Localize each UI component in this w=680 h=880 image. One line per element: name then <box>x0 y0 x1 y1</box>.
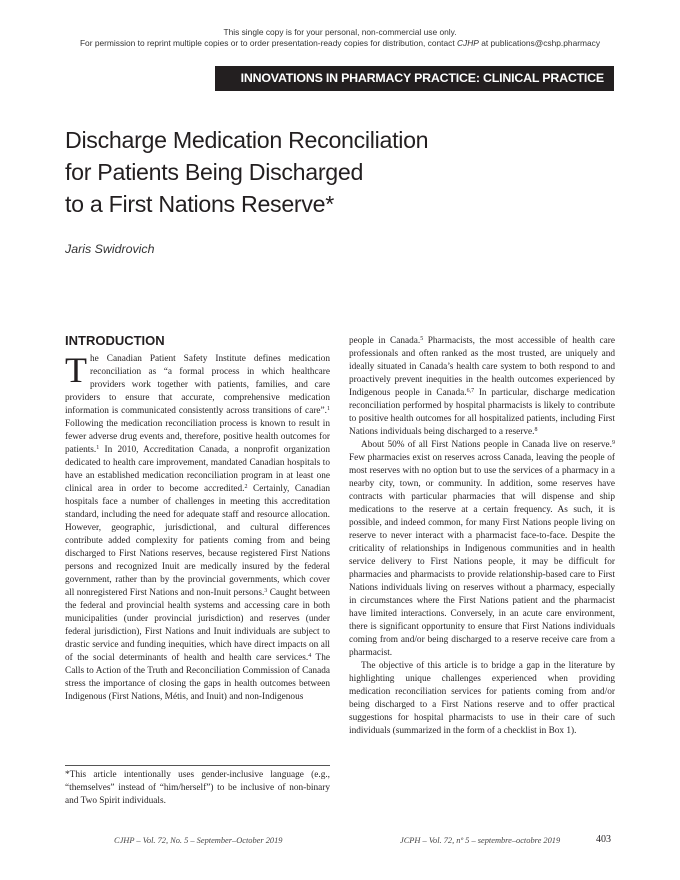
text-run: In 2010, Accreditation Canada, a nonprofit organization dedicated to health care improvement, mandated Canadian hospitals to have an established medication reconciliation program in at least one clinical area in order to become accredited. <box>65 445 330 494</box>
notice-contact: at publications@cshp.pharmacy <box>478 38 601 48</box>
title-line: Discharge Medication Reconciliation <box>65 127 429 153</box>
footnote-divider <box>65 765 330 766</box>
citation: 5 <box>420 336 424 342</box>
text-run: About 50% of all First Nations people in Canada live on reserve. <box>361 440 612 450</box>
footer-english-citation: CJHP – Vol. 72, No. 5 – September–October 2019 <box>114 836 283 845</box>
citation: 1 <box>327 406 330 412</box>
text-run: Pharmacists, the most accessible of health care professionals and often ranked as the most trusted, are uniquely and ideally situated in Canada’s health care system to both respond to and proactively prevent inequities in the health outcomes experienced by Indigenous people in Canada. <box>349 336 615 398</box>
citation: 8 <box>534 427 538 433</box>
body-column-left <box>65 350 330 704</box>
text-run: Few pharmacies exist on reserves across Canada, leaving the people of most reserves with no option but to use the services of a pharmacy in a nearby city, town, or community. In addition, some reserves have contracts with particular pharmacies that will dispense and ship medications to the reserve at a certain frequency. As such, it is possible, and indeed common, for many First Nations people living on reserve to never interact with a pharmacist face-to-face. Despite the criticality of relationships in Indigenous communities and in health service delivery to First Nations people, it may be difficult for pharmacies and pharmacists to provide relationship-based care to First Nations individuals living on reserves without a pharmacy, especially in circumstances where the First Nations patient and the pharmacist have limited interactions. Conversely, in an acute care environment, there is significant opportunity to ensure that First Nations individuals coming from and/or being discharged to a reserve receive care from a pharmacist. <box>349 453 615 658</box>
body-column-right <box>349 335 615 738</box>
reprint-notice-line-1: This single copy is for your personal, non-commercial use only. <box>223 27 457 37</box>
citation: 3 <box>264 588 268 594</box>
reprint-notice-line-2 <box>0 38 680 49</box>
text-run: Certainly, Canadian hospitals face a number of challenges in meeting this accreditation standard, including the need for adequate staff and resource allocation. However, geographic, jurisdictional, and cultural differences contribute added complexity for patients coming from and being discharged to First Nations reserves, because registered First Nations persons and recognized Inuit are medically insured by the federal government, rather than by the provincial governments, which cover all nonregistered First Nations and non-Inuit persons. <box>65 484 330 598</box>
citation: 4 <box>308 653 312 659</box>
text-run: he Canadian Patient Safety Institute defines medication reconciliation as “a formal process in which healthcare providers work together with patients, families, and care providers to ensure that accurate, comprehensive medication information is communicated consistently across transitions of care”. <box>65 354 330 416</box>
notice-journal: CJHP <box>457 38 479 48</box>
citation: 2 <box>244 484 248 490</box>
footnote: *This article intentionally uses gender-inclusive language (e.g., “themselves” instead of “him/herself”) to be inclusive of non-binary and Two Spirit individuals. <box>65 770 330 806</box>
notice-text: For permission to reprint multiple copies or to order presentation-ready copies for distribution, contact <box>79 38 457 48</box>
paragraph <box>349 439 615 660</box>
paragraph: The objective of this article is to bridge a gap in the literature by highlighting unique challenges experienced when providing medication reconciliation services for patients coming from and/or being discharged to a First Nations reserve and to offer practical suggestions for hospital pharmacists to use in their care of such individuals (summarized in the form of a checklist in Box 1). <box>349 661 615 736</box>
text-run: Following the medication reconciliation process is known to result in fewer adverse drug events and, therefore, positive health outcomes for patients. <box>65 419 330 455</box>
drop-cap: T <box>65 350 87 390</box>
citation: 6,7 <box>466 388 475 394</box>
paragraph <box>349 335 615 439</box>
author-name: Jaris Swidrovich <box>65 242 155 256</box>
title-line: for Patients Being Discharged <box>65 159 364 185</box>
text-run: Caught between the federal and provincial health systems and accessing care in both municipalities (under provincial jurisdiction) and reserves (under federal jurisdiction), First Nations and Inuit individuals are subject to drastic service and funding inequities, which have direct impacts on all of the social determinants of health and health care services. <box>65 588 330 663</box>
section-heading: INTRODUCTION <box>65 333 165 348</box>
article-title <box>65 124 585 220</box>
footer-french-citation: JCPH – Vol. 72, nº 5 – septembre–octobre 2019 <box>400 836 561 845</box>
text-run: The Calls to Action of the Truth and Reconciliation Commission of Canada stress the importance of closing the gaps in health outcomes between Indigenous (First Nations, Métis, and Inuit) and non-Indigenous <box>65 653 330 702</box>
page-number: 403 <box>596 834 611 845</box>
paragraph <box>65 350 330 704</box>
text-run: people in Canada. <box>349 336 421 346</box>
citation: 9 <box>612 440 615 446</box>
section-banner: INNOVATIONS IN PHARMACY PRACTICE: CLINICAL PRACTICE <box>215 66 614 91</box>
text-run: In particular, discharge medication reconciliation performed by hospital pharmacists is likely to contribute to positive health outcomes for all hospitalized patients, including First Nations individuals being discharged to a reserve. <box>349 388 615 437</box>
title-line: to a First Nations Reserve* <box>65 191 334 217</box>
citation: 1 <box>96 445 100 451</box>
